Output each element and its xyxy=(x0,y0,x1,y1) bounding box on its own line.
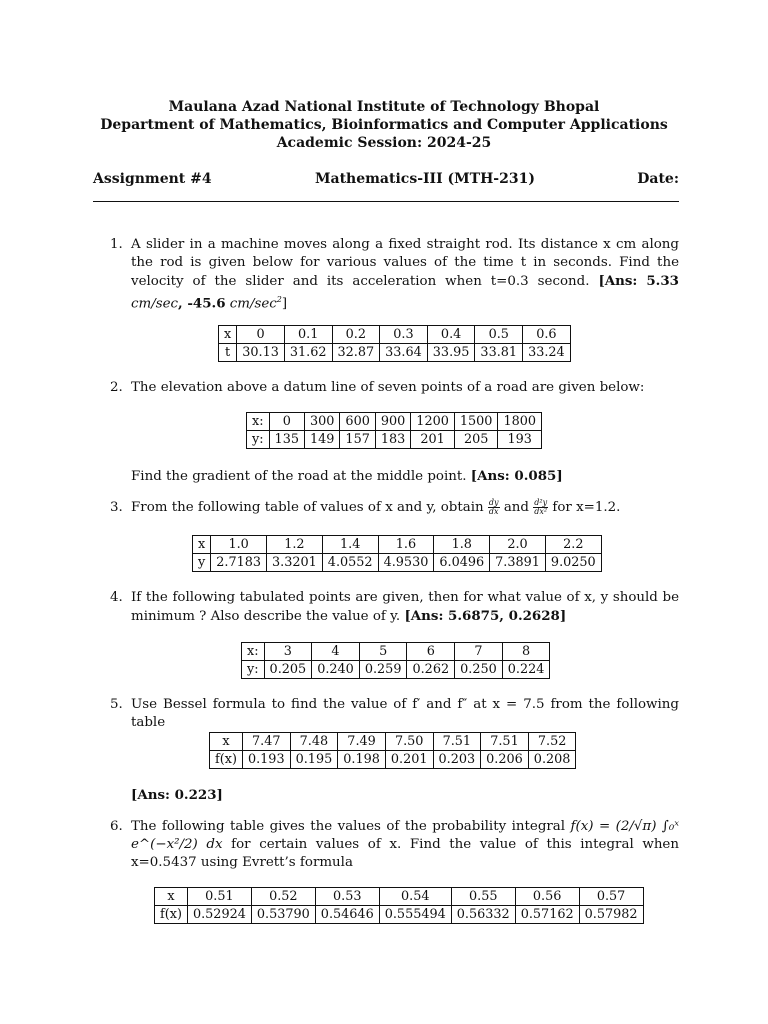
row-header-cell: y: xyxy=(242,661,265,679)
table-cell: 1.2 xyxy=(267,536,323,554)
table-cell: 0.52924 xyxy=(187,906,251,924)
table-cell: 0.56332 xyxy=(451,906,515,924)
academic-session: Academic Session: 2024-25 xyxy=(276,135,492,151)
table-cell: 0.1 xyxy=(284,326,332,344)
table-cell: 0 xyxy=(237,326,285,344)
table-cell: 4 xyxy=(312,643,360,661)
row-header-cell: x xyxy=(219,326,237,344)
question-number: 3. xyxy=(110,500,123,515)
table-cell: 1.6 xyxy=(378,536,434,554)
table-cell: 7.51 xyxy=(481,733,529,751)
row-header-cell: x xyxy=(193,536,211,554)
table-cell: 0.52 xyxy=(251,888,315,906)
table-cell: 4.9530 xyxy=(378,554,434,572)
table-cell: 6.0496 xyxy=(434,554,490,572)
table-row xyxy=(155,888,644,906)
table-cell: 8 xyxy=(502,643,550,661)
table-cell: 0.55 xyxy=(451,888,515,906)
table-cell: 0.54646 xyxy=(315,906,379,924)
table-cell: 33.81 xyxy=(475,344,523,362)
table-row xyxy=(242,661,550,679)
table-cell: 0.250 xyxy=(455,661,503,679)
table-row xyxy=(219,326,571,344)
course-title: Mathematics-III (MTH-231) xyxy=(315,171,535,187)
answer: [Ans: 5.6875, 0.2628] xyxy=(404,608,567,624)
question-number: 6. xyxy=(110,819,123,834)
table-row xyxy=(193,554,602,572)
header-divider xyxy=(93,201,679,202)
table-cell: 300 xyxy=(304,413,339,431)
table-cell: 0.203 xyxy=(433,751,481,769)
question-number: 4. xyxy=(110,590,123,605)
table-cell: 2.2 xyxy=(545,536,601,554)
table-cell: 31.62 xyxy=(284,344,332,362)
row-header-cell: x xyxy=(155,888,188,906)
question-number: 5. xyxy=(110,697,123,712)
table-cell: 32.87 xyxy=(332,344,380,362)
row-header-cell: f(x) xyxy=(155,906,188,924)
table-row xyxy=(210,733,576,751)
answer-label: [Ans: xyxy=(598,273,638,289)
table-cell: 3 xyxy=(264,643,312,661)
table-cell: 157 xyxy=(340,431,375,449)
table-row xyxy=(242,643,550,661)
question-text: A slider in a machine moves along a fixed straight rod. Its distance x cm along the rod is given below for various values of the time t in seconds. Find the velocity of the slider and its acceleration when t=0.3 second. [Ans: 5.33 cm/sec, -45.6 $cm/\sec^2$] xyxy=(131,237,679,312)
answer: [Ans: 0.085] xyxy=(470,468,563,484)
table-cell: 7.51 xyxy=(433,733,481,751)
table-cell: 600 xyxy=(340,413,375,431)
table-cell: 30.13 xyxy=(237,344,285,362)
table-cell: 0.195 xyxy=(290,751,338,769)
table-row xyxy=(219,344,571,362)
probability-integral-formula: f(x) = (2/√π) ∫₀ˣ e^(−x²/2) dx xyxy=(131,819,680,852)
table-cell: 0.5 xyxy=(475,326,523,344)
table-cell: 33.64 xyxy=(380,344,428,362)
table-row xyxy=(210,751,576,769)
table-cell: 0.57162 xyxy=(515,906,579,924)
table-cell: 0.201 xyxy=(385,751,433,769)
table-cell: 3.3201 xyxy=(267,554,323,572)
table-cell: 0.4 xyxy=(427,326,475,344)
table-cell: 1.8 xyxy=(434,536,490,554)
row-header-cell: x: xyxy=(247,413,270,431)
assignment-number: Assignment #4 xyxy=(93,171,212,187)
table-cell: 2.0 xyxy=(490,536,546,554)
table-cell: 1.4 xyxy=(322,536,378,554)
table-cell: 201 xyxy=(411,431,455,449)
institute-name: Maulana Azad National Institute of Technology Bhopal xyxy=(168,99,600,115)
answer: [Ans: 0.223] xyxy=(131,787,223,803)
table-cell: 0.53 xyxy=(315,888,379,906)
table-cell: 0 xyxy=(269,413,304,431)
data-table-q6 xyxy=(154,887,644,924)
data-table-q1 xyxy=(218,325,571,362)
answer-acceleration: , -45.6 xyxy=(178,295,226,312)
table-cell: 0.240 xyxy=(312,661,360,679)
table-cell: 0.51 xyxy=(187,888,251,906)
row-header-cell: y: xyxy=(247,431,270,449)
table-cell: 1200 xyxy=(411,413,455,431)
question-text: The following table gives the values of the probability integral f(x) = (2/√π) ∫₀ˣ e^(−x²/2) dx for certain values of x. Find the value of this integral when x=0.5437 using Evrett’s formula xyxy=(131,819,680,870)
table-cell: 0.224 xyxy=(502,661,550,679)
answer-velocity: 5.33 xyxy=(646,273,679,289)
table-cell: 7.50 xyxy=(385,733,433,751)
data-table-q2 xyxy=(246,412,542,449)
question-text: Use Bessel formula to find the value of f′ and f″ at x = 7.5 from the following table xyxy=(131,697,679,730)
data-table-q5 xyxy=(209,732,576,769)
table-row xyxy=(193,536,602,554)
table-cell: 9.0250 xyxy=(545,554,601,572)
data-table-q4 xyxy=(241,642,550,679)
table-row xyxy=(247,413,542,431)
row-header-cell: x xyxy=(210,733,243,751)
table-cell: 0.57 xyxy=(579,888,643,906)
table-cell: 0.54 xyxy=(379,888,451,906)
table-cell: 0.53790 xyxy=(251,906,315,924)
table-cell: 5 xyxy=(359,643,407,661)
table-cell: 0.57982 xyxy=(579,906,643,924)
table-cell: 135 xyxy=(269,431,304,449)
unit-acceleration: cm/sec xyxy=(229,296,277,312)
row-header-cell: t xyxy=(219,344,237,362)
data-table-q3 xyxy=(192,535,602,572)
table-cell: 7.48 xyxy=(290,733,338,751)
table-row xyxy=(155,906,644,924)
table-cell: 900 xyxy=(375,413,410,431)
table-cell: 1800 xyxy=(498,413,542,431)
table-cell: 33.95 xyxy=(427,344,475,362)
table-cell: 7.52 xyxy=(528,733,576,751)
table-cell: 1500 xyxy=(454,413,498,431)
unit-velocity: cm/sec xyxy=(131,296,179,312)
table-cell: 4.0552 xyxy=(322,554,378,572)
row-header-cell: x: xyxy=(242,643,265,661)
table-cell: 0.262 xyxy=(407,661,455,679)
table-cell: 0.206 xyxy=(481,751,529,769)
department-name: Department of Mathematics, Bioinformatics and Computer Applications xyxy=(100,117,668,133)
table-cell: 205 xyxy=(454,431,498,449)
table-cell: 0.259 xyxy=(359,661,407,679)
table-cell: 0.208 xyxy=(528,751,576,769)
second-derivative: $\frac{\text{d²y}}{\text{dx²}}$ xyxy=(534,498,548,516)
table-cell: 0.198 xyxy=(338,751,386,769)
table-cell: 0.56 xyxy=(515,888,579,906)
question-number: 2. xyxy=(110,380,123,395)
table-cell: 0.3 xyxy=(380,326,428,344)
question-text: From the following table of values of x and y, obtain $\frac{dy}{dx}$ and $\frac{\text{d²y}}{\text{dx²}}$ for x=1.2. xyxy=(131,498,621,516)
table-cell: 2.7183 xyxy=(211,554,267,572)
question-number: 1. xyxy=(110,237,123,252)
table-cell: 193 xyxy=(498,431,542,449)
table-cell: 0.6 xyxy=(523,326,571,344)
table-cell: 149 xyxy=(304,431,339,449)
table-cell: 0.205 xyxy=(264,661,312,679)
row-header-cell: y xyxy=(193,554,211,572)
table-cell: 0.193 xyxy=(242,751,290,769)
table-cell: 7 xyxy=(455,643,503,661)
question-text: The elevation above a datum line of seven points of a road are given below: xyxy=(131,380,645,395)
table-cell: 33.24 xyxy=(523,344,571,362)
followup-text: Find the gradient of the road at the middle point. xyxy=(131,469,467,484)
table-cell: 7.3891 xyxy=(490,554,546,572)
table-cell: 7.49 xyxy=(338,733,386,751)
table-cell: 6 xyxy=(407,643,455,661)
table-cell: 1.0 xyxy=(211,536,267,554)
row-header-cell: f(x) xyxy=(210,751,243,769)
table-cell: 7.47 xyxy=(242,733,290,751)
date-label: Date: xyxy=(637,171,679,187)
table-cell: 0.555494 xyxy=(379,906,451,924)
table-cell: 0.2 xyxy=(332,326,380,344)
question-text: If the following tabulated points are given, then for what value of x, y should be minimum ? Also describe the value of y. [Ans: 5.6875, 0.2628] xyxy=(131,590,679,624)
table-cell: 183 xyxy=(375,431,410,449)
table-row xyxy=(247,431,542,449)
first-derivative: $\frac{dy}{dx}$ xyxy=(488,498,499,516)
